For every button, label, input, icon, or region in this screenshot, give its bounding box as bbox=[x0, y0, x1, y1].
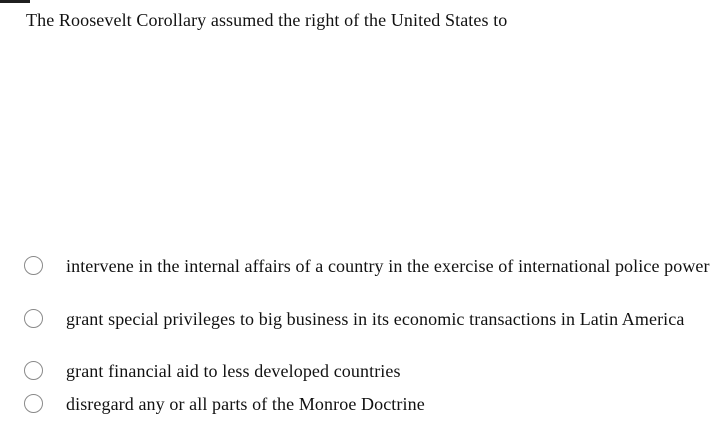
radio-button-icon[interactable] bbox=[24, 361, 43, 380]
answer-choice-label[interactable]: disregard any or all parts of the Monroe Doctrine bbox=[66, 394, 425, 414]
answer-choice-label[interactable]: intervene in the internal affairs of a country in the exercise of international police power bbox=[66, 256, 710, 276]
radio-button-icon[interactable] bbox=[24, 394, 43, 413]
radio-button-icon[interactable] bbox=[24, 256, 43, 275]
radio-button-icon[interactable] bbox=[24, 309, 43, 328]
question-text: The Roosevelt Corollary assumed the right of the United States to bbox=[26, 10, 508, 30]
answer-choice-label[interactable]: grant special privileges to big business in its economic transactions in Latin America bbox=[66, 309, 685, 329]
answer-choice-label[interactable]: grant financial aid to less developed countries bbox=[66, 361, 401, 381]
